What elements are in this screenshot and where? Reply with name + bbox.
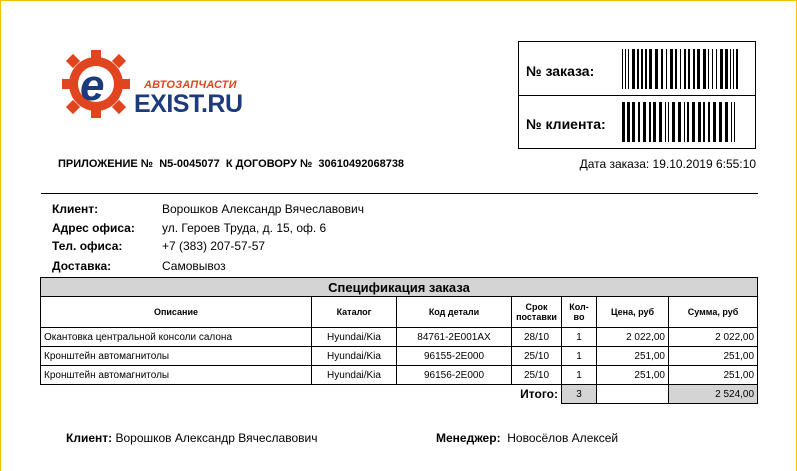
info-client (52, 202, 364, 216)
barcode-bar (655, 49, 658, 89)
info-label: Клиент: (52, 202, 99, 216)
barcode-bar (672, 102, 675, 142)
order-barcode (622, 49, 740, 89)
cell-qty: 1 (562, 328, 597, 347)
barcode-bar (725, 102, 728, 142)
order-number-label: № заказа: (526, 63, 595, 79)
column-header: Описание (41, 297, 312, 328)
cell-price: 251,00 (597, 366, 669, 385)
barcode-bar (688, 49, 690, 89)
cell-delivery-term: 25/10 (512, 347, 562, 366)
column-header: Срок поставки (512, 297, 562, 328)
footer-manager (436, 431, 618, 445)
cell-catalog: Hyundai/Kia (312, 347, 397, 366)
barcode-bar (625, 49, 626, 89)
barcode-bar (675, 49, 677, 89)
table-row (41, 347, 758, 366)
footer-client (66, 431, 317, 445)
barcode-bar (708, 102, 710, 142)
appendix-line (58, 158, 404, 170)
barcode-bar (661, 49, 663, 89)
cell-part-code: 84761-2E001AX (397, 328, 512, 347)
footer-client-name: Ворошков Александр Вячеславович (115, 431, 318, 445)
info-label: Адрес офиса: (52, 221, 135, 235)
cell-part-code: 96155-2E000 (397, 347, 512, 366)
barcode-bar (684, 102, 685, 142)
barcode-bar (632, 49, 635, 89)
barcode-bar (637, 49, 639, 89)
svg-text:e: e (80, 61, 105, 110)
cell-catalog: Hyundai/Kia (312, 328, 397, 347)
barcode-bar (627, 102, 630, 142)
footer-manager-label: Менеджер: (436, 431, 501, 445)
info-value: Самовывоз (162, 259, 226, 273)
barcode-bar (684, 49, 686, 89)
cell-delivery-term: 28/10 (512, 328, 562, 347)
barcode-box (518, 41, 756, 149)
barcode-bar (687, 102, 689, 142)
info-office-phone (52, 239, 265, 253)
logo-subtitle: АВТОЗАПЧАСТИ (144, 79, 237, 91)
barcode-bar (713, 102, 716, 142)
exist-logo (58, 46, 258, 124)
table-row (41, 328, 758, 347)
client-number-label: № клиента: (526, 116, 606, 132)
cell-qty: 1 (562, 366, 597, 385)
barcode-bar (643, 102, 646, 142)
gear-logo-icon (58, 46, 138, 124)
barcode-bar (641, 49, 643, 89)
order-barcode-row (519, 42, 755, 96)
cell-sum: 2 022,00 (669, 328, 758, 347)
cell-sum: 251,00 (669, 366, 758, 385)
cell-price: 251,00 (597, 347, 669, 366)
total-qty: 3 (562, 385, 597, 404)
barcode-bar (698, 102, 701, 142)
footer-manager-name: Новосёлов Алексей (507, 431, 619, 445)
column-header: Сумма, руб (669, 297, 758, 328)
cell-delivery-term: 25/10 (512, 366, 562, 385)
cell-price: 2 022,00 (597, 328, 669, 347)
barcode-bar (680, 49, 681, 89)
barcode-bar (734, 102, 735, 142)
total-sum: 2 524,00 (669, 385, 758, 404)
footer-client-label: Клиент: (66, 431, 113, 445)
info-value: Ворошков Александр Вячеславович (162, 202, 365, 216)
barcode-bar (638, 102, 640, 142)
barcode-bar (659, 102, 662, 142)
cell-part-code: 96156-2E000 (397, 366, 512, 385)
info-value: +7 (383) 207-57-57 (162, 239, 266, 253)
cell-qty: 1 (562, 347, 597, 366)
barcode-bar (716, 49, 717, 89)
total-label: Итого: (520, 387, 558, 402)
column-header: Кол-во (562, 297, 597, 328)
barcode-bar (645, 49, 647, 89)
barcode-bar (693, 49, 695, 89)
barcode-bar (736, 49, 738, 89)
table-row (41, 366, 758, 385)
barcode-bar (697, 49, 700, 89)
client-barcode-row (519, 95, 755, 149)
barcode-bar (703, 102, 705, 142)
order-spec-table (40, 277, 758, 404)
barcode-bar (668, 102, 669, 142)
column-header: Цена, руб (597, 297, 669, 328)
barcode-bar (692, 102, 695, 142)
barcode-bar (712, 49, 713, 89)
info-value: ул. Героев Труда, д. 15, оф. 6 (162, 221, 327, 235)
logo-wordmark: EXIST.RU (134, 90, 243, 118)
barcode-bar (622, 49, 623, 89)
divider (41, 193, 758, 194)
barcode-bar (649, 102, 651, 142)
barcode-bar (730, 49, 731, 89)
column-header: Код детали (397, 297, 512, 328)
info-delivery (52, 259, 226, 273)
barcode-bar (678, 102, 681, 142)
cell-description: Кронштейн автомагнитолы (41, 366, 312, 385)
barcode-bar (731, 102, 732, 142)
client-barcode (622, 102, 740, 142)
barcode-bar (632, 102, 635, 142)
column-header: Каталог (312, 297, 397, 328)
barcode-bar (733, 49, 734, 89)
table-caption: Спецификация заказа (41, 278, 758, 297)
cell-sum: 251,00 (669, 347, 758, 366)
appendix-prefix: ПРИЛОЖЕНИЕ № (58, 158, 154, 170)
order-date: Дата заказа: 19.10.2019 6:55:10 (579, 157, 756, 171)
cell-description: Окантовка центральной консоли салона (41, 328, 312, 347)
info-label: Доставка: (52, 259, 112, 273)
barcode-bar (653, 102, 656, 142)
appendix-number: N5-0045077 (159, 158, 220, 170)
barcode-bar (720, 49, 723, 89)
contract-prefix: К ДОГОВОРУ № (225, 158, 313, 170)
info-label: Тел. офиса: (52, 239, 123, 253)
barcode-bar (622, 102, 625, 142)
cell-description: Кронштейн автомагнитолы (41, 347, 312, 366)
barcode-bar (628, 49, 629, 89)
info-office-address (52, 221, 326, 235)
barcode-bar (670, 49, 673, 89)
contract-number: 30610492068738 (318, 158, 405, 170)
barcode-bar (649, 49, 652, 89)
barcode-bar (708, 49, 709, 89)
barcode-bar (703, 49, 706, 89)
total-price-blank (597, 385, 669, 404)
barcode-bar (725, 49, 728, 89)
barcode-bar (719, 102, 722, 142)
cell-catalog: Hyundai/Kia (312, 366, 397, 385)
totals-row (41, 385, 758, 404)
barcode-bar (665, 102, 666, 142)
barcode-bar (666, 49, 667, 89)
